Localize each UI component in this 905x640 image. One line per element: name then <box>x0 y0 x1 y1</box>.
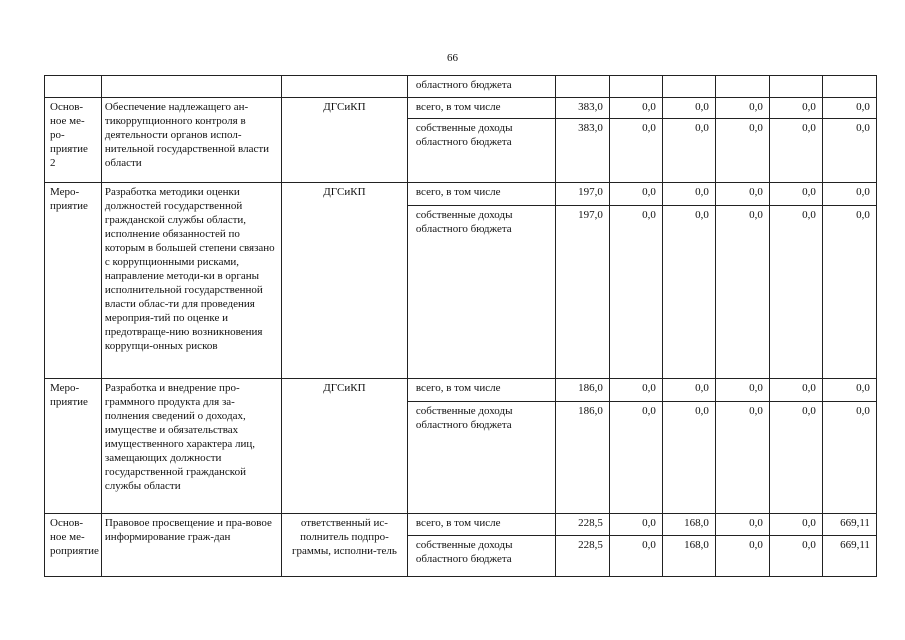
measure-type-line: роприятие <box>50 545 99 557</box>
funding-source-cell: собственные доходы областного бюджета <box>407 119 555 183</box>
funding-source-cell: собственные доходы областного бюджета <box>407 402 555 514</box>
amount-cell: 0,0 <box>662 98 715 119</box>
table-row <box>45 98 877 119</box>
executor-cell: ответственный ис-полнитель подпро-граммы, исполни-тель <box>281 514 407 577</box>
amount-cell: 168,0 <box>662 536 715 577</box>
amount-cell: 0,0 <box>609 183 662 206</box>
table-row <box>45 379 877 402</box>
amount-cell: 0,0 <box>769 402 822 514</box>
amount-cell: 228,5 <box>555 514 609 536</box>
measure-type-cell <box>45 379 102 514</box>
measure-description-cell: Разработка и внедрение про-граммного продукта для за-полнения сведений о доходах, имуществе и обязательствах имущественного характера лиц, замещающих должности государственной гражданской службы области <box>101 379 281 514</box>
amount-cell: 0,0 <box>662 206 715 379</box>
amount-cell: 0,0 <box>662 119 715 183</box>
amount-cell: 228,5 <box>555 536 609 577</box>
page-number: 66 <box>447 52 458 64</box>
measure-type-line: приятие <box>50 200 88 212</box>
funding-source-cell: всего, в том числе <box>407 183 555 206</box>
amount-cell: 197,0 <box>555 183 609 206</box>
amount-cell: 0,0 <box>769 98 822 119</box>
measure-type-line: Основ- <box>50 517 84 529</box>
amount-cell: 168,0 <box>662 514 715 536</box>
amount-cell: 186,0 <box>555 402 609 514</box>
amount-cell: 383,0 <box>555 119 609 183</box>
amount-cell: 0,0 <box>662 183 715 206</box>
amount-cell: 0,0 <box>769 119 822 183</box>
measure-type-line: ное ме- <box>50 531 85 543</box>
measure-type-line: ное ме- <box>50 115 85 127</box>
amount-cell: 0,0 <box>769 379 822 402</box>
amount-cell: 0,0 <box>822 379 876 402</box>
funding-source-cell: всего, в том числе <box>407 98 555 119</box>
amount-cell: 0,0 <box>609 514 662 536</box>
amount-cell: 186,0 <box>555 379 609 402</box>
amount-cell: 0,0 <box>609 402 662 514</box>
amount-cell: 0,0 <box>822 98 876 119</box>
amount-cell: 0,0 <box>822 183 876 206</box>
amount-cell: 0,0 <box>822 206 876 379</box>
amount-cell: 197,0 <box>555 206 609 379</box>
measure-type-line: ро- <box>50 129 65 141</box>
amount-cell: 669,11 <box>822 514 876 536</box>
amount-cell: 0,0 <box>715 514 769 536</box>
measure-description-cell: Правовое просвещение и пра-вовое информирование граж-дан <box>101 514 281 577</box>
funding-source-cell: собственные доходы областного бюджета <box>407 206 555 379</box>
amount-cell: 0,0 <box>715 119 769 183</box>
funding-source-cell: всего, в том числе <box>407 379 555 402</box>
amount-cell: 0,0 <box>609 98 662 119</box>
amount-cell: 0,0 <box>662 379 715 402</box>
measure-type-line: Меро- <box>50 382 80 394</box>
measure-description-cell: Обеспечение надлежащего ан-тикоррупционного контроля в деятельности органов испол-нительной государственной власти области <box>101 98 281 183</box>
measure-type-line: приятие <box>50 143 88 155</box>
amount-cell: 383,0 <box>555 98 609 119</box>
measure-description-cell: Разработка методики оценки должностей государственной гражданской службы области, исполнение обязанностей по которым в большей степени связано с коррупционными рисками, направление методи-ки в органы исполнительной государственной власти облас-ти для проведения мероприя-тий по оценке и предотвраще-нию возникновения коррупци-онных рисков <box>101 183 281 379</box>
amount-cell: 0,0 <box>715 183 769 206</box>
measure-type-line: приятие <box>50 396 88 408</box>
table-row <box>45 183 877 206</box>
amount-cell: 0,0 <box>609 206 662 379</box>
executor-cell: ДГСиКП <box>281 98 407 183</box>
amount-cell: 0,0 <box>715 206 769 379</box>
measure-type-line: Меро- <box>50 186 80 198</box>
amount-cell: 0,0 <box>715 402 769 514</box>
amount-cell: 0,0 <box>609 119 662 183</box>
amount-cell: 0,0 <box>769 206 822 379</box>
amount-cell: 0,0 <box>822 119 876 183</box>
amount-cell: 0,0 <box>662 402 715 514</box>
amount-cell: 0,0 <box>715 379 769 402</box>
amount-cell: 0,0 <box>715 98 769 119</box>
amount-cell: 669,11 <box>822 536 876 577</box>
table-row <box>45 514 877 536</box>
executor-cell: ДГСиКП <box>281 379 407 514</box>
budget-table <box>44 75 877 577</box>
amount-cell: 0,0 <box>769 536 822 577</box>
funding-source-cell: всего, в том числе <box>407 514 555 536</box>
amount-cell: 0,0 <box>769 514 822 536</box>
measure-type-cell <box>45 98 102 183</box>
amount-cell: 0,0 <box>822 402 876 514</box>
amount-cell: 0,0 <box>715 536 769 577</box>
measure-type-line: 2 <box>50 157 56 169</box>
measure-type-line: Основ- <box>50 101 84 113</box>
measure-type-cell <box>45 514 102 577</box>
measure-type-cell <box>45 183 102 379</box>
amount-cell: 0,0 <box>769 183 822 206</box>
amount-cell: 0,0 <box>609 536 662 577</box>
top-fragment-cell: областного бюджета <box>407 76 555 98</box>
funding-source-cell: собственные доходы областного бюджета <box>407 536 555 577</box>
table-row-top <box>45 76 877 98</box>
amount-cell: 0,0 <box>609 379 662 402</box>
executor-cell: ДГСиКП <box>281 183 407 379</box>
